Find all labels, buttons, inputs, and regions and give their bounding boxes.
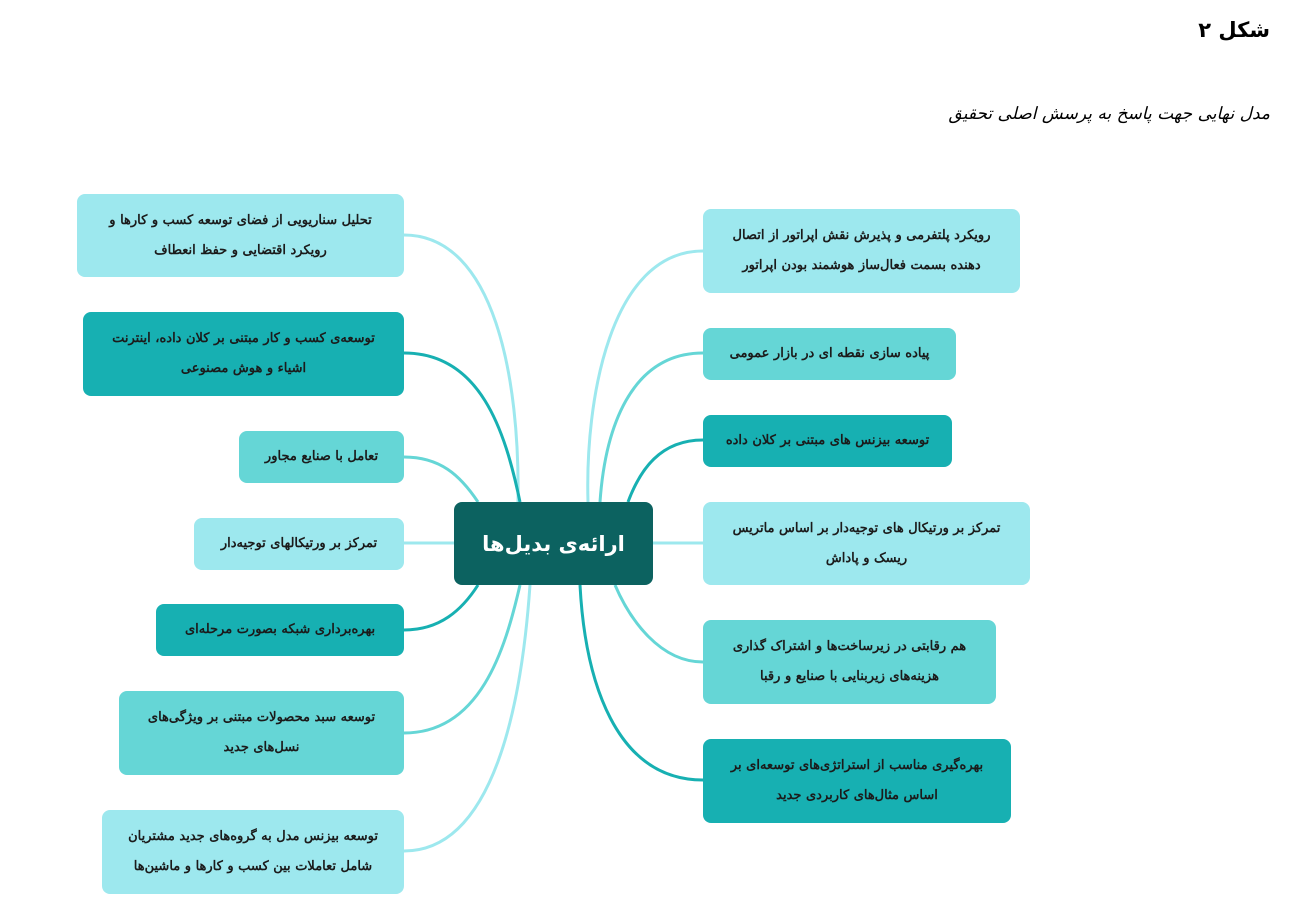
connector-right-5 — [615, 585, 703, 662]
connector-left-5 — [404, 585, 478, 630]
branch-left-adjacent-industries: تعامل با صنایع مجاور — [239, 431, 404, 483]
branch-left-scenario-analysis: تحلیل سناریویی از فضای توسعه کسب و کارها و رویکرد اقتضایی و حفظ انعطاف — [77, 194, 404, 277]
connector-left-7 — [404, 585, 530, 851]
branch-left-product-portfolio: توسعه سبد محصولات مبتنی بر ویژگی‌های نسل‌های جدید — [119, 691, 404, 775]
connector-right-6 — [580, 585, 703, 780]
branch-right-bigdata-business: توسعه بیزنس های مبتنی بر کلان داده — [703, 415, 952, 467]
connector-right-3 — [628, 440, 703, 502]
branch-right-infrastructure-sharing: هم رقابتی در زیرساخت‌ها و اشتراک گذاری هزینه‌های زیربنایی با صنایع و رقبا — [703, 620, 996, 704]
branch-right-development-strategies: بهره‌گیری مناسب از استراتژی‌های توسعه‌ای بر اساس مثال‌های کاربردی جدید — [703, 739, 1011, 823]
branch-left-justified-verticals: تمرکز بر ورتیکالهای توجیه‌دار — [194, 518, 404, 570]
branch-right-risk-reward-verticals: تمرکز بر ورتیکال های توجیه‌دار بر اساس ماتریس ریسک و پاداش — [703, 502, 1030, 585]
figure-title: شکل ۲ — [1198, 18, 1270, 42]
connector-left-3 — [404, 457, 478, 502]
branch-right-point-implementation: پیاده سازی نقطه ای در بازار عمومی — [703, 328, 956, 380]
connector-right-2 — [600, 353, 703, 502]
center-node: ارائه‌ی بدیل‌ها — [454, 502, 653, 585]
branch-left-network-phased: بهره‌برداری شبکه بصورت مرحله‌ای — [156, 604, 404, 656]
connector-left-1 — [404, 235, 518, 502]
figure-caption: مدل نهایی جهت پاسخ به پرسش اصلی تحقیق — [948, 104, 1270, 124]
branch-right-platform-approach: رویکرد پلتفرمی و پذیرش نقش اپراتور از اتصال دهنده بسمت فعال‌ساز هوشمند بودن اپراتور — [703, 209, 1020, 293]
branch-left-business-model: توسعه بیزنس مدل به گروه‌های جدید مشتریان شامل تعاملات بین کسب و کارها و ماشین‌ها — [102, 810, 404, 894]
branch-left-bigdata-iot-ai: توسعه‌ی کسب و کار مبتنی بر کلان داده، اینترنت اشیاء و هوش مصنوعی — [83, 312, 404, 396]
